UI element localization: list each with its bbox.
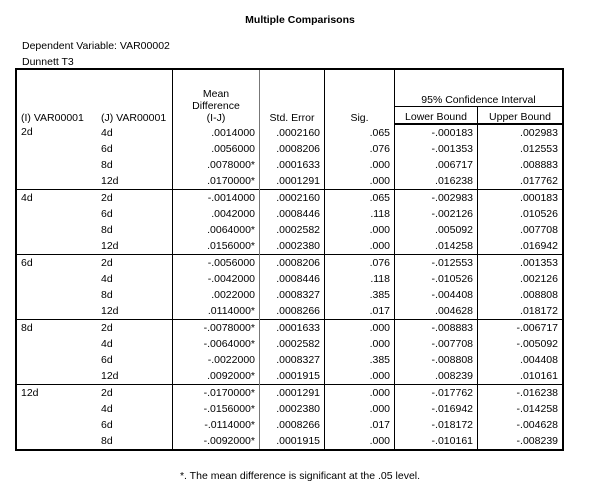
- j-var-cell: 4d: [101, 126, 113, 139]
- upper-bound-cell: -.005092: [478, 336, 564, 352]
- upper-bound-cell: .008808: [478, 287, 564, 303]
- lower-bound-cell: -.004408: [395, 287, 478, 303]
- upper-bound-cell: .002983: [478, 124, 564, 141]
- j-var-cell: 6d: [101, 208, 113, 220]
- i-var-cell: 6d: [16, 255, 97, 320]
- lower-bound-cell: -.016942: [395, 401, 478, 417]
- j-var-cell: 4d: [101, 403, 113, 415]
- std-error-cell: .0008327: [260, 352, 325, 368]
- i-var-cell: 4d: [16, 190, 97, 255]
- header-i-var: (I) VAR00001: [21, 112, 84, 124]
- i-var-cell: 12d: [16, 385, 97, 451]
- j-var-cell: 8d: [101, 224, 113, 236]
- lower-bound-cell: -.018172: [395, 417, 478, 433]
- table-row: [16, 271, 563, 287]
- header-mean-difference: [173, 69, 260, 124]
- lower-bound-cell: -.010526: [395, 271, 478, 287]
- upper-bound-cell: -.008239: [478, 433, 564, 450]
- table-row: [16, 336, 563, 352]
- sig-cell: .000: [325, 320, 395, 337]
- header-confidence-interval: 95% Confidence Interval: [395, 69, 564, 107]
- mean-difference-cell: -.0014000: [173, 190, 260, 207]
- mean-difference-cell: .0022000: [173, 287, 260, 303]
- table-row: [16, 352, 563, 368]
- std-error-cell: .0002160: [260, 124, 325, 141]
- mean-difference-cell: .0092000*: [173, 368, 260, 385]
- mean-difference-cell: .0064000*: [173, 222, 260, 238]
- sig-cell: .017: [325, 303, 395, 320]
- sig-cell: .065: [325, 190, 395, 207]
- sig-cell: .000: [325, 336, 395, 352]
- sig-cell: .000: [325, 401, 395, 417]
- upper-bound-cell: -.014258: [478, 401, 564, 417]
- table-row: [16, 287, 563, 303]
- std-error-cell: .0001915: [260, 433, 325, 450]
- mean-difference-cell: -.0092000*: [173, 433, 260, 450]
- mean-difference-cell: -.0114000*: [173, 417, 260, 433]
- std-error-cell: .0001291: [260, 173, 325, 190]
- mean-difference-cell: .0170000*: [173, 173, 260, 190]
- lower-bound-cell: -.008808: [395, 352, 478, 368]
- upper-bound-cell: .010161: [478, 368, 564, 385]
- table-row: [16, 222, 563, 238]
- upper-bound-cell: .017762: [478, 173, 564, 190]
- upper-bound-cell: .000183: [478, 190, 564, 207]
- lower-bound-cell: .008239: [395, 368, 478, 385]
- sig-cell: .000: [325, 222, 395, 238]
- upper-bound-cell: -.016238: [478, 385, 564, 402]
- lower-bound-cell: -.000183: [395, 124, 478, 141]
- upper-bound-cell: .012553: [478, 141, 564, 157]
- table-body: [16, 124, 563, 450]
- table-row: [16, 190, 563, 207]
- sig-cell: .000: [325, 433, 395, 450]
- sig-cell: .000: [325, 157, 395, 173]
- j-var-cell: 8d: [101, 435, 113, 447]
- std-error-cell: .0008206: [260, 255, 325, 272]
- std-error-cell: .0002160: [260, 190, 325, 207]
- header-lower-bound: Lower Bound: [395, 107, 478, 125]
- lower-bound-cell: -.001353: [395, 141, 478, 157]
- lower-bound-cell: .016238: [395, 173, 478, 190]
- header-mean-difference-line3: (I-J): [206, 112, 226, 124]
- sig-cell: .000: [325, 173, 395, 190]
- lower-bound-cell: -.007708: [395, 336, 478, 352]
- table-row: [16, 255, 563, 272]
- std-error-cell: .0008327: [260, 287, 325, 303]
- header-mean-difference-line1: Mean: [202, 88, 230, 100]
- lower-bound-cell: -.017762: [395, 385, 478, 402]
- sig-cell: .118: [325, 206, 395, 222]
- std-error-cell: .0002582: [260, 222, 325, 238]
- std-error-cell: .0008266: [260, 303, 325, 320]
- mean-difference-cell: -.0056000: [173, 255, 260, 272]
- i-var-cell: 8d: [16, 320, 97, 385]
- mean-difference-cell: .0056000: [173, 141, 260, 157]
- std-error-cell: .0008446: [260, 271, 325, 287]
- header-std-error: Std. Error: [260, 69, 325, 124]
- mean-difference-cell: -.0156000*: [173, 401, 260, 417]
- j-var-cell: 6d: [101, 419, 113, 431]
- sig-cell: .000: [325, 385, 395, 402]
- table-row: [16, 433, 563, 450]
- lower-bound-cell: .006717: [395, 157, 478, 173]
- lower-bound-cell: -.012553: [395, 255, 478, 272]
- mean-difference-cell: .0156000*: [173, 238, 260, 255]
- upper-bound-cell: -.004628: [478, 417, 564, 433]
- dependent-variable-label: Dependent Variable: VAR00002: [22, 40, 170, 52]
- lower-bound-cell: .014258: [395, 238, 478, 255]
- j-var-cell: 12d: [101, 240, 119, 252]
- j-var-cell: 8d: [101, 289, 113, 301]
- std-error-cell: .0001633: [260, 157, 325, 173]
- sig-cell: .000: [325, 238, 395, 255]
- table-row: [16, 141, 563, 157]
- upper-bound-cell: .016942: [478, 238, 564, 255]
- j-var-cell: 2d: [97, 385, 173, 402]
- sig-cell: .065: [325, 124, 395, 141]
- lower-bound-cell: .004628: [395, 303, 478, 320]
- table-row: [16, 303, 563, 320]
- lower-bound-cell: -.002983: [395, 190, 478, 207]
- std-error-cell: .0008206: [260, 141, 325, 157]
- lower-bound-cell: -.002126: [395, 206, 478, 222]
- upper-bound-cell: .001353: [478, 255, 564, 272]
- std-error-cell: .0008266: [260, 417, 325, 433]
- table-row: [16, 385, 563, 402]
- mean-difference-cell: .0078000*: [173, 157, 260, 173]
- footnote: *. The mean difference is significant at the .05 level.: [179, 470, 421, 482]
- upper-bound-cell: .018172: [478, 303, 564, 320]
- j-var-cell: 12d: [101, 305, 119, 317]
- mean-difference-cell: .0114000*: [173, 303, 260, 320]
- j-var-cell: 12d: [101, 370, 119, 382]
- sig-cell: .000: [325, 368, 395, 385]
- lower-bound-cell: -.008883: [395, 320, 478, 337]
- i-var-cell: 2d: [21, 126, 33, 138]
- j-var-cell: 2d: [97, 255, 173, 272]
- j-var-cell: 4d: [101, 273, 113, 285]
- header-upper-bound: Upper Bound: [478, 107, 564, 125]
- j-var-cell: 2d: [97, 320, 173, 337]
- table-row: [16, 173, 563, 190]
- mean-difference-cell: -.0022000: [173, 352, 260, 368]
- j-var-cell: 6d: [101, 354, 113, 366]
- std-error-cell: .0002582: [260, 336, 325, 352]
- sig-cell: .017: [325, 417, 395, 433]
- j-var-cell: 6d: [101, 143, 113, 155]
- mean-difference-cell: .0042000: [173, 206, 260, 222]
- mean-difference-cell: -.0042000: [173, 271, 260, 287]
- j-var-cell: 12d: [101, 175, 119, 187]
- j-var-cell: 4d: [101, 338, 113, 350]
- table-row: [16, 157, 563, 173]
- table-row: [16, 320, 563, 337]
- lower-bound-cell: .005092: [395, 222, 478, 238]
- sig-cell: .076: [325, 141, 395, 157]
- header-sig: Sig.: [325, 69, 395, 124]
- mean-difference-cell: -.0078000*: [173, 320, 260, 337]
- method-label: Dunnett T3: [22, 56, 74, 68]
- sig-cell: .118: [325, 271, 395, 287]
- upper-bound-cell: .004408: [478, 352, 564, 368]
- j-var-cell: 8d: [101, 159, 113, 171]
- multiple-comparisons-table: [15, 68, 564, 451]
- table-row: [16, 401, 563, 417]
- mean-difference-cell: -.0064000*: [173, 336, 260, 352]
- sig-cell: .076: [325, 255, 395, 272]
- upper-bound-cell: .010526: [478, 206, 564, 222]
- header-j-var: (J) VAR00001: [101, 112, 167, 124]
- table-row: [16, 124, 563, 141]
- lower-bound-cell: -.010161: [395, 433, 478, 450]
- table-row: [16, 238, 563, 255]
- j-var-cell: 2d: [97, 190, 173, 207]
- upper-bound-cell: -.006717: [478, 320, 564, 337]
- table-title: Multiple Comparisons: [245, 14, 355, 26]
- mean-difference-cell: -.0170000*: [173, 385, 260, 402]
- upper-bound-cell: .008883: [478, 157, 564, 173]
- table-row: [16, 206, 563, 222]
- std-error-cell: .0002380: [260, 238, 325, 255]
- header-mean-difference-line2: Difference: [192, 100, 240, 112]
- mean-difference-cell: .0014000: [173, 124, 260, 141]
- std-error-cell: .0008446: [260, 206, 325, 222]
- upper-bound-cell: .007708: [478, 222, 564, 238]
- std-error-cell: .0001915: [260, 368, 325, 385]
- table-row: [16, 368, 563, 385]
- sig-cell: .385: [325, 287, 395, 303]
- upper-bound-cell: .002126: [478, 271, 564, 287]
- std-error-cell: .0001291: [260, 385, 325, 402]
- sig-cell: .385: [325, 352, 395, 368]
- table-row: [16, 417, 563, 433]
- std-error-cell: .0002380: [260, 401, 325, 417]
- std-error-cell: .0001633: [260, 320, 325, 337]
